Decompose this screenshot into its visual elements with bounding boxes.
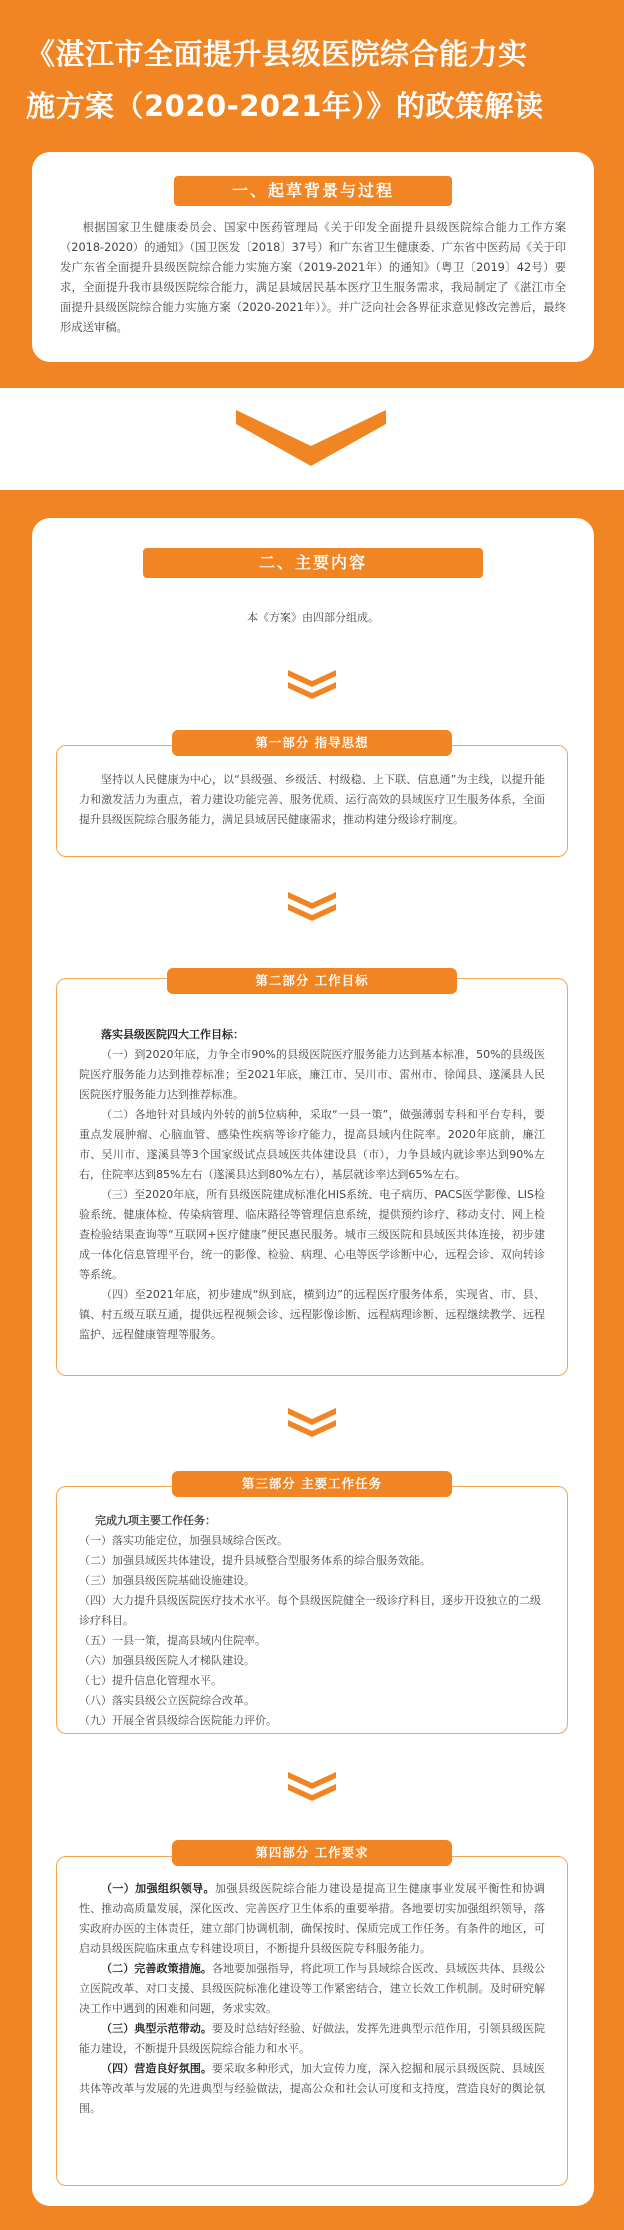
part4-item-lead: （一）加强组织领导。 <box>101 1882 215 1895</box>
section1-heading: 一、起草背景与过程 <box>174 176 452 206</box>
part3-item: （四）大力提升县级医院医疗技术水平。每个县级医院健全一级诊疗科目，逐步开设独立的二级诊疗科目。 <box>79 1594 541 1627</box>
part2-para: （四）至2021年底，初步建成“纵到底，横到边”的远程医疗服务体系，实现省、市、县、镇、村五级互联互通，提供远程视频会诊、远程影像诊断、远程病理诊断、远程继续教学、远程监护、远程健康管理等服务。 <box>79 1288 545 1341</box>
part3-item: （二）加强县域医共体建设，提升县域整合型服务体系的综合服务效能。 <box>79 1554 431 1567</box>
part4-item <box>79 1879 545 1959</box>
page-title-line2: 施方案（2020-2021年）》的政策解读 <box>26 89 544 123</box>
section1-body: 根据国家卫生健康委员会、国家中医药管理局《关于印发全面提升县级医院综合能力工作方案（2018-2020）的通知》（国卫医发〔2018〕37号）和广东省卫生健康委、广东省中医药局《关于印发广东省全面提升县级医院综合能力实施方案（2019-2021年）的通知》（粤卫〔2019〕42号）要求，全面提升我市县级医院综合能力，满足县域居民基本医疗卫生服务需求，我局制定了《湛江市全面提升县级医院综合能力实施方案（2020-2021年）》。并广泛向社会各界征求意见修改完善后，最终形成送审稿。 <box>60 221 566 334</box>
part4-item-text: 各地要加强指导，将此项工作与县域综合医改、县域医共体、县级公立医院改革、对口支援、县级医院标准化建设等工作紧密结合，建立长效工作机制。及时研究解决工作中遇到的困难和问题，务求实效。 <box>79 1962 546 2015</box>
part4-item <box>79 2059 545 2119</box>
part3-item: （三）加强县级医院基础设施建设。 <box>79 1574 255 1587</box>
part3-box <box>56 1486 568 1734</box>
part4-item-lead: （二）完善政策措施。 <box>101 1962 213 1975</box>
part2-tag: 第二部分 工作目标 <box>167 968 457 994</box>
part3-tag: 第三部分 主要工作任务 <box>172 1471 452 1497</box>
part1-box <box>56 745 568 857</box>
section2-heading: 二、主要内容 <box>143 548 483 578</box>
part1-tag: 第一部分 指导思想 <box>172 730 452 756</box>
part3-item: （五）一县一策，提高县域内住院率。 <box>79 1634 266 1647</box>
part4-item-text: 要及时总结好经验、好做法，发挥先进典型示范作用，引领县级医院能力建设，不断提升县级医院综合能力和水平。 <box>79 2022 546 2055</box>
part3-item: （九）开展全省县级综合医院能力评价。 <box>79 1714 277 1727</box>
part2-lead: 落实县级医院四大工作目标： <box>101 1028 244 1041</box>
chevron-down-icon <box>236 410 386 470</box>
part2-para: （一）到2020年底，力争全市90%的县级医院医疗服务能力达到基本标准，50%的县级医院医疗服务能力达到推荐标准；至2021年底，廉江市、吴川市、雷州市、徐闻县、遂溪县人民医院医疗服务能力达到推荐标准。 <box>79 1048 545 1101</box>
part4-box <box>56 1856 568 2186</box>
chevron-down-icon <box>282 1406 342 1440</box>
part3-item: （一）落实功能定位，加强县域综合医改。 <box>79 1534 288 1547</box>
chevron-down-icon <box>282 890 342 924</box>
page-title-line1: 《湛江市全面提升县级医院综合能力实 <box>26 37 528 71</box>
part3-item: （八）落实县级公立医院综合改革。 <box>79 1694 255 1707</box>
chevron-down-icon <box>282 668 342 702</box>
part4-item-text: 要采取多种形式，加大宣传力度，深入挖掘和展示县级医院、县域医共体等改革与发展的先进典型与经验做法，提高公众和社会认可度和支持度，营造良好的舆论氛围。 <box>79 2062 546 2115</box>
part3-lead: 完成九项主要工作任务： <box>95 1514 216 1527</box>
part4-tag: 第四部分 工作要求 <box>172 1840 452 1866</box>
part4-item-text: 加强县级医院综合能力建设是提高卫生健康事业发展平衡性和协调性、推动高质量发展，深化医改、完善医疗卫生体系的重要举措。各地要切实加强组织领导，落实政府办医的主体责任，建立部门协调机制，确保按时、保质完成工作任务。有条件的地区，可启动县级医院临床重点专科建设项目，不断提升县级医院专科服务能力。 <box>79 1882 546 1955</box>
part4-item <box>79 2019 545 2059</box>
part3-item: （六）加强县级医院人才梯队建设。 <box>79 1654 255 1667</box>
part4-item-lead: （四）营造良好氛围。 <box>101 2062 213 2075</box>
part4-item-lead: （三）典型示范带动。 <box>101 2022 213 2035</box>
chevron-down-icon <box>282 1770 342 1804</box>
part2-para: （三）至2020年底，所有县级医院建成标准化HIS系统、电子病历、PACS医学影像、LIS检验系统、健康体检、传染病管理、临床路径等管理信息系统，提供预约诊疗、移动支付、网上检查检验结果查询等“互联网+医疗健康”便民惠民服务。城市三级医院和县域医共体连接，初步建成一体化信息管理平台，统一的影像、检验、病理、心电等医学诊断中心，远程会诊、双向转诊等系统。 <box>79 1188 545 1281</box>
part3-item: （七）提升信息化管理水平。 <box>79 1674 222 1687</box>
part2-para: （二）各地针对县域内外转的前5位病种，采取“一县一策”，做强薄弱专科和平台专科，要重点发展肿瘤、心脑血管、感染性疾病等诊疗能力，提高县域内住院率。2020年底前，廉江市、吴川市、遂溪县等3个国家级试点县域医共体建设县（市），力争县域内就诊率达到90%左右，住院率达到85%左右（遂溪县达到80%左右），基层就诊率达到65%左右。 <box>79 1108 545 1181</box>
section2-intro: 本《方案》由四部分组成。 <box>247 611 379 624</box>
background-card <box>32 152 594 362</box>
part1-body: 坚持以人民健康为中心，以“县级强、乡级活、村级稳、上下联、信息通”为主线，以提升能力和激发活力为重点，着力建设功能完善、服务优质、运行高效的县域医疗卫生服务体系，全面提升县级医院综合服务能力，满足县域居民健康需求，推动构建分级诊疗制度。 <box>79 773 545 826</box>
page-title <box>26 28 606 132</box>
part4-item <box>79 1959 545 2019</box>
part2-box <box>56 978 568 1376</box>
